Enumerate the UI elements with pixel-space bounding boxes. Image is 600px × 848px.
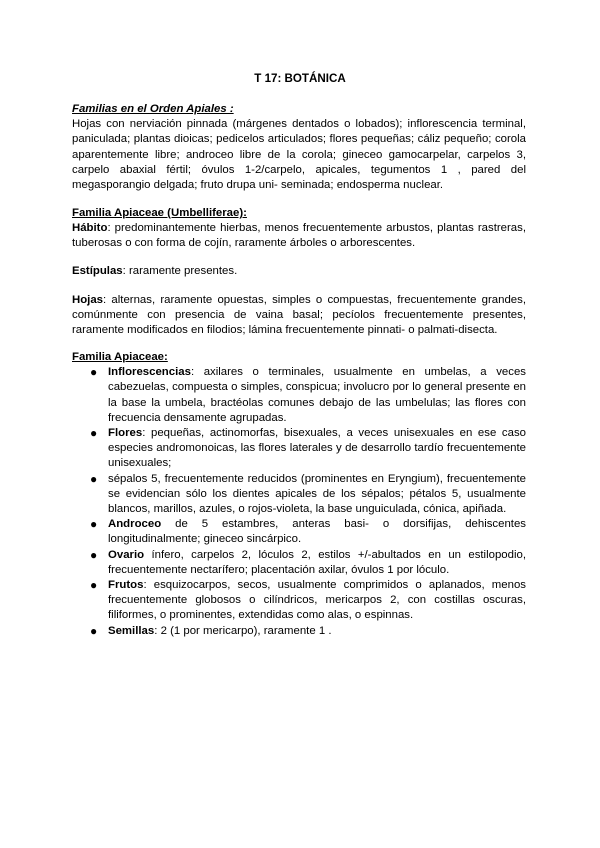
habito-label: Hábito: [72, 222, 108, 235]
estipulas-text: : raramente presentes.: [122, 265, 238, 277]
bullet-icon: ●: [90, 471, 98, 486]
section-familia-apiaceae-umbelliferae: [72, 206, 526, 252]
estipulas-label: Estípulas: [72, 265, 123, 277]
section-orden-apiales: [72, 102, 526, 193]
habito-text: : predominantemente hierbas, menos frecuentemente arbustos, plantas rastreras, tuberosas o con forma de cojín, raramente árboles o arborescentes.: [72, 222, 526, 250]
list-item: ● Frutos: esquizocarpos, secos, usualmente comprimidos o aplanados, menos frecuentemente globosos o cilíndricos, mericarpos 2, con costillas oscuras, filiformes, o prominentes, extendidas como alas, o espinnas.: [90, 578, 526, 622]
section-heading: Familias en el Orden Apiales :: [72, 103, 234, 115]
list-item: ● sépalos 5, frecuentemente reducidos (prominentes en Eryngium), frecuentemente se evidencian sólo los dientes apicales de los sépalos; pétalos 5, usualmente blancos, marillos, azules, o rojos-violeta, la base unguiculada, cónica, apiñada.: [90, 471, 526, 516]
bullet-icon: ●: [90, 426, 98, 441]
bullet-icon: ●: [90, 547, 98, 562]
list-item: ● Ovario ínfero, carpelos 2, lóculos 2, estilos +/-abultados en un estilopodio, frecuentemente nectarífero; placentación axilar, óvulos 1 por lóculo.: [90, 547, 526, 576]
list-item: ● Semillas: 2 (1 por mericarpo), raramente 1 .: [90, 623, 332, 638]
habito-paragraph: [72, 221, 526, 251]
characteristics-list: [88, 365, 526, 639]
section-body: Hojas con nerviación pinnada (márgenes dentados o lobados); inflorescencia terminal, paniculada; plantas dioicas; pedicelos articulados; flores pequeñas; cáliz pequeño; corola aparentemente libre; androceo libre de la corola; gineceo gamocarpelar, carpelos 3, carpelo abaxial fértil; óvulos 1-2/carpelo, apicales, tegumentos 1 , pared del megasporangio delgada; fruto drupa uni- seminada; endosperma nuclear.: [72, 118, 526, 192]
hojas-paragraph: [72, 293, 526, 339]
section-heading: Familia Apiaceae:: [72, 351, 168, 363]
bullet-icon: ●: [90, 517, 98, 532]
hojas-text: : alternas, raramente opuestas, simples o compuestas, frecuentemente grandes, comúnmente con presencia de vaina basal; pecíolos frecuentemente presentes, raramente modificados en filodios; lámina frecuentemente pinnati- o palmati-disecta.: [72, 294, 526, 337]
list-item: ● Androceo de 5 estambres, anteras basi- o dorsifijas, dehiscentes longitudinalmente; gineceo sincárpico.: [90, 517, 526, 546]
page-title: T 17: BOTÁNICA: [254, 72, 346, 85]
list-item: ● Inflorescencias: axilares o terminales, usualmente en umbelas, a veces cabezuelas, compuesta o simples, conspicua; involucro por lo general presente en la base la umbela, bractéolas comunes debajo de las umbelulas; las flores con frecuencia densamente agrupadas.: [90, 365, 526, 424]
hojas-label: Hojas: [72, 294, 104, 306]
bullet-icon: ●: [90, 365, 98, 380]
bullet-icon: ●: [90, 578, 98, 593]
section-heading: Familia Apiaceae (Umbelliferae):: [72, 207, 247, 219]
section-familia-apiaceae: [72, 350, 526, 639]
list-item: ● Flores: pequeñas, actinomorfas, bisexuales, a veces unisexuales en ese caso especies andromonoicas, las flores laterales y de desarrollo tardío frecuentemente unisexuales;: [90, 426, 526, 470]
bullet-icon: ●: [90, 623, 98, 638]
estipulas-paragraph: [72, 264, 526, 279]
